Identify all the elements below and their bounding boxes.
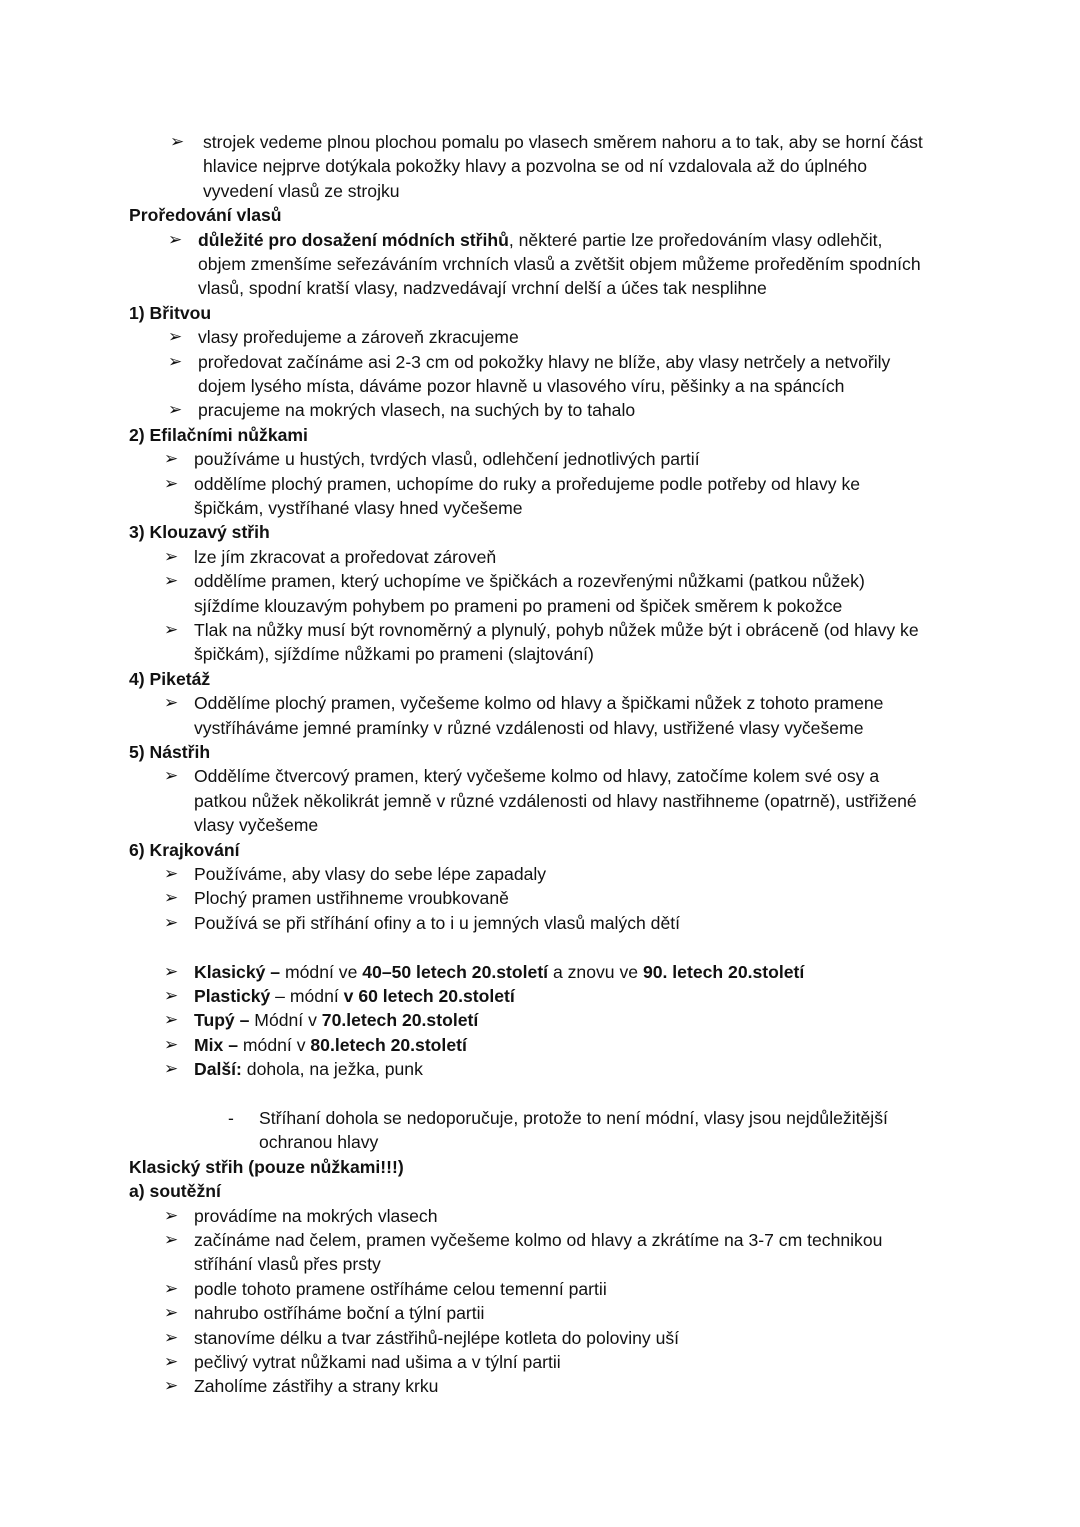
bullet-text-line: Tlak na nůžky musí být rovnoměrný a plynulý, pohyb nůžek může být i obráceně (od hlavy ke (194, 620, 919, 640)
bullet-text-line: Plastický – módní v 60 letech 20.století (194, 986, 515, 1006)
bullet-text-line: špičkám), sjíždíme nůžkami po prameni (slajtování) (194, 644, 594, 665)
bullet-text-line: důležité pro dosažení módních střihů, některé partie lze proředováním vlasy odlehčit, (198, 229, 883, 250)
arrow-bullet-icon: ➢ (164, 546, 179, 566)
bullet-text-line: pečlivý vytrat nůžkami nad ušima a v týlní partii (194, 1352, 561, 1372)
bullet-text-line: Další: dohola, na ježka, punk (194, 1059, 423, 1080)
section-heading: Klasický střih (pouze nůžkami!!!) (129, 1156, 404, 1177)
arrow-bullet-icon: ➢ (164, 961, 179, 981)
bullet-text-line: hlavice nejprve dotýkala pokožky hlavy a pozvolna se od ní vzdalovala až do úplného (203, 156, 868, 177)
bullet-text-line: patkou nůžek několikrát jemně v různé vzdálenosti od hlavy nastřihneme (opatrně), ustřižené (194, 790, 917, 811)
section-heading: a) soutěžní (129, 1181, 221, 1202)
bullet-text-line: vlasů, spodní kratší vlasy, nadzvedávají vrchní delší a účes tak nesplihne (198, 278, 767, 299)
bullet-text-line: stříhání vlasů přes prsty (194, 1254, 381, 1275)
bullet-text-line: objem zmenšíme seřezáváním vrchních vlasů a zvětšit objem můžeme proředěním spodních (198, 254, 921, 274)
arrow-bullet-icon: ➢ (164, 888, 179, 908)
bullet-text-line: nahrubo ostříháme boční a týlní partii (194, 1303, 485, 1324)
section-heading: 3) Klouzavý střih (129, 522, 270, 543)
arrow-bullet-icon: ➢ (164, 912, 179, 932)
arrow-bullet-icon: ➢ (164, 1230, 179, 1249)
bullet-text-line: vyvedení vlasů ze strojku (203, 180, 400, 201)
arrow-bullet-icon: ➢ (168, 327, 183, 347)
bullet-text-line: dojem lysého místa, dáváme pozor hlavně u vlasového víru, pěšinky a na spáncích (198, 376, 845, 396)
bullet-text-line: proředovat začínáme asi 2-3 cm od pokožky hlavy ne blíže, aby vlasy netrčely a netvořily (198, 351, 891, 372)
dash-text-line: Stříhaní dohola se nedoporučuje, protože to není módní, vlasy jsou nejdůležitější (259, 1108, 888, 1128)
arrow-bullet-icon: ➢ (164, 693, 179, 713)
bullet-text-line: Používá se při stříhání ofiny a to i u jemných vlasů malých dětí (194, 912, 681, 933)
arrow-bullet-icon: ➢ (164, 620, 179, 639)
bullet-text-line: Klasický – módní ve 40–50 letech 20.století a znovu ve 90. letech 20.století (194, 961, 805, 982)
arrow-bullet-icon: ➢ (164, 1278, 179, 1298)
bullet-text-line: Plochý pramen ustřihneme vroubkovaně (194, 888, 509, 909)
arrow-bullet-icon: ➢ (164, 1059, 179, 1079)
arrow-bullet-icon: ➢ (164, 1352, 179, 1371)
arrow-bullet-icon: ➢ (164, 449, 179, 469)
bullet-text-line: podle tohoto pramene ostříháme celou temenní partii (194, 1278, 607, 1299)
bullet-text-line: Používáme, aby vlasy do sebe lépe zapadaly (194, 864, 547, 884)
arrow-bullet-icon: ➢ (164, 473, 179, 493)
bullet-text-line: Oddělíme čtvercový pramen, který vyčešeme kolmo od hlavy, zatočíme kolem své osy a (194, 766, 880, 787)
section-heading: 5) Nástřih (129, 742, 211, 762)
section-heading: 4) Piketáž (129, 668, 211, 689)
section-heading: 6) Krajkování (129, 839, 240, 860)
bullet-text-line: lze jím zkracovat a proředovat zároveň (194, 546, 497, 567)
bullet-text-line: strojek vedeme plnou plochou pomalu po vlasech směrem nahoru a to tak, aby se horní část (203, 132, 923, 152)
bullet-text-line: pracujeme na mokrých vlasech, na suchých by to tahalo (198, 400, 636, 421)
arrow-bullet-icon: ➢ (168, 351, 183, 371)
dash-text-line: ochranou hlavy (259, 1132, 379, 1153)
bullet-text-line: sjíždíme klouzavým pohybem po prameni po prameni od špiček směrem k pokožce (194, 595, 843, 616)
bullet-text-line: provádíme na mokrých vlasech (194, 1205, 438, 1226)
section-heading: 2) Efilačními nůžkami (129, 424, 308, 445)
bullet-text-line: Mix – módní v 80.letech 20.století (194, 1034, 467, 1055)
bullet-text-line: vlasy proředujeme a zároveň zkracujeme (198, 327, 519, 348)
arrow-bullet-icon: ➢ (170, 132, 185, 151)
bullet-text-line: Tupý – Módní v 70.letech 20.století (194, 1010, 479, 1031)
arrow-bullet-icon: ➢ (164, 1376, 179, 1396)
arrow-bullet-icon: ➢ (164, 864, 179, 883)
arrow-bullet-icon: ➢ (164, 1010, 179, 1030)
bullet-text-line: používáme u hustých, tvrdých vlasů, odlehčení jednotlivých partií (194, 449, 700, 470)
arrow-bullet-icon: ➢ (168, 229, 183, 249)
section-heading: Proředování vlasů (129, 205, 282, 226)
bullet-text-line: vystříháváme jemné pramínky v různé vzdálenosti od hlavy, ustřižené vlasy vyčešeme (194, 717, 864, 738)
arrow-bullet-icon: ➢ (164, 1327, 179, 1347)
arrow-bullet-icon: ➢ (164, 1303, 179, 1323)
arrow-bullet-icon: ➢ (164, 766, 179, 786)
arrow-bullet-icon: ➢ (168, 400, 183, 420)
section-heading: 1) Břitvou (129, 302, 212, 323)
arrow-bullet-icon: ➢ (164, 986, 179, 1005)
bullet-text-line: Oddělíme plochý pramen, vyčešeme kolmo od hlavy a špičkami nůžek z tohoto pramene (194, 693, 884, 714)
dash-bullet-icon: - (228, 1108, 234, 1128)
arrow-bullet-icon: ➢ (164, 571, 179, 591)
bullet-text-line: začínáme nad čelem, pramen vyčešeme kolmo od hlavy a zkrátíme na 3-7 cm technikou (194, 1230, 883, 1250)
bullet-text-line: vlasy vyčešeme (194, 815, 319, 836)
bullet-text-line: oddělíme pramen, který uchopíme ve špičkách a rozevřenými nůžkami (patkou nůžek) (194, 571, 865, 592)
arrow-bullet-icon: ➢ (164, 1034, 179, 1054)
bullet-text-line: oddělíme plochý pramen, uchopíme do ruky a proředujeme podle potřeby od hlavy ke (194, 473, 861, 494)
arrow-bullet-icon: ➢ (164, 1205, 179, 1225)
bullet-text-line: stanovíme délku a tvar zástřihů-nejlépe kotleta do poloviny uší (194, 1327, 680, 1348)
bullet-text-line: špičkám, vystříhané vlasy hned vyčešeme (194, 498, 523, 518)
bullet-text-line: Zaholíme zástřihy a strany krku (194, 1376, 439, 1397)
